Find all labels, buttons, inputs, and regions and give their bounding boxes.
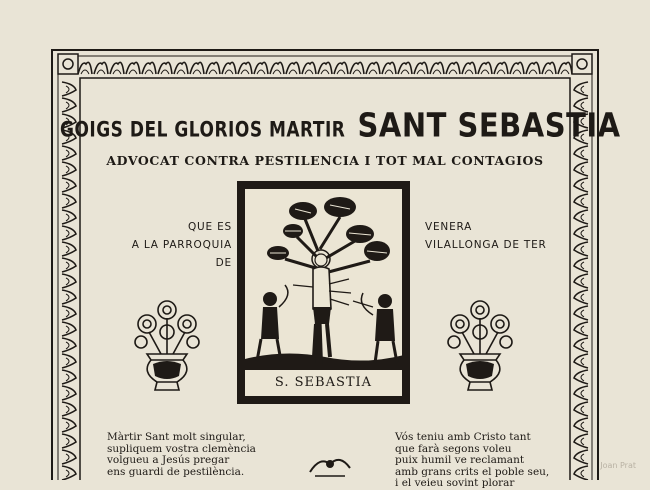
left-heading <box>120 218 232 272</box>
flower-vase-left-icon <box>127 296 207 396</box>
page-title <box>60 105 621 145</box>
verse-line: puix humil ve reclamant <box>395 454 525 466</box>
right-heading <box>425 218 555 254</box>
martyrdom-illustration <box>245 189 402 396</box>
left-heading-line: QUE ES <box>187 221 232 233</box>
verse-line: supliquem vostra clemència <box>107 442 256 455</box>
saint-woodcut-frame <box>237 181 410 404</box>
watermark: Joan Prat <box>600 461 636 470</box>
subtitle: ADVOCAT CONTRA PESTILENCIA I TOT MAL CONTAGIOS <box>106 153 544 168</box>
verse-line: que farà segons voleu <box>395 442 512 455</box>
verse-line: Màrtir Sant molt singular, <box>107 431 246 443</box>
verse-right <box>395 432 549 490</box>
verse-line: ens guardi de pestilència. <box>107 465 245 478</box>
verse-line: Vós teniu amb Cristo tant <box>395 431 531 443</box>
title-prefix: GOIGS DEL GLORIOS MARTIR <box>60 117 346 143</box>
right-heading-line: VILALLONGA DE TER <box>425 239 547 251</box>
woodcut-caption: S. SEBASTIA <box>245 368 402 396</box>
verse-line: volgueu a Jesús pregar <box>107 454 230 466</box>
title-saint-name: SANT SEBASTIA <box>357 105 621 145</box>
left-heading-line: A LA PARROQUIA DE <box>131 239 232 269</box>
right-heading-line: VENERA <box>425 221 473 233</box>
flower-vase-right-icon <box>440 296 520 396</box>
verse-line: amb grans crits el poble seu, <box>395 465 550 478</box>
verse-line: i el veieu sovint plorar <box>395 477 515 489</box>
verse-left <box>107 432 256 478</box>
saint-woodcut <box>245 189 402 396</box>
bottom-ornament-icon <box>305 452 355 480</box>
